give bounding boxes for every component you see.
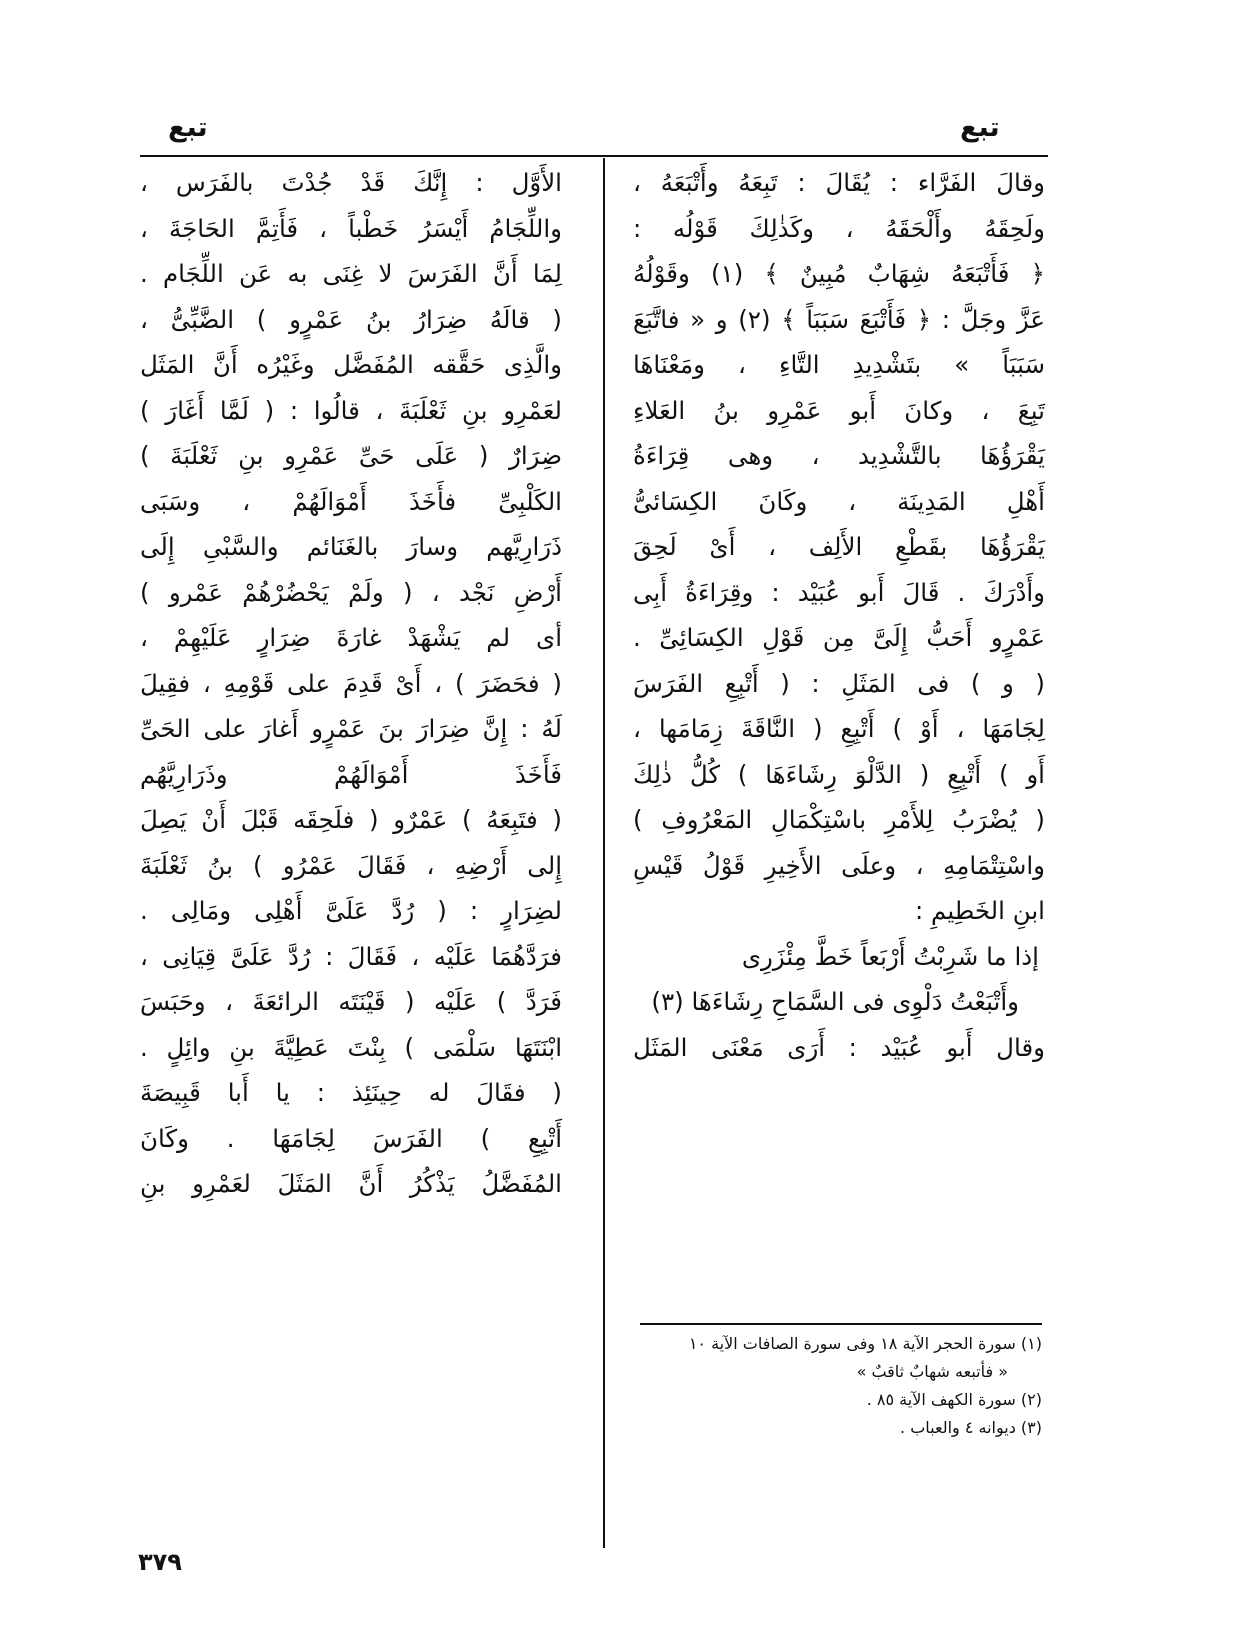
running-head-left: تبع: [168, 112, 208, 143]
text-line: ( فحَضَرَ ) ، أَىْ قَدِمَ على قَوْمِهِ ، فقِيلَ: [140, 668, 562, 698]
text-line: وقالَ الفَرَّاء : يُقَالَ : تَبِعَهُ وأَتْبَعَهُ ،: [633, 168, 1045, 197]
column-divider: [603, 158, 605, 1548]
text-line: ابْنَتَهَا سَلْمَى ) بِنْتَ عَطِيَّةَ بنِ وائِلٍ .: [140, 1032, 562, 1062]
text-line: المُفَضَّلُ يَذْكُرُ أَنَّ المَثَلَ لعَمْرِو بنِ: [140, 1169, 562, 1198]
text-line: تَبِعَ ، وكانَ أَبو عَمْرِو بنُ العَلاءِ: [633, 395, 1045, 425]
text-line: ﴿ فَأَتْبَعَهُ شِهَابٌ مُبِينٌ ﴾ (١) وقَوْلُهُ: [633, 259, 1045, 288]
footnote-line: « فأتبعه شهابٌ ثاقبٌ »: [856, 1362, 1008, 1381]
text-line: ( فقَالَ له حِينَئِذ : يا أَبا قَبِيصَةَ: [140, 1078, 562, 1107]
text-line: فرَدَّهُمَا عَلَيْه ، فَقَالَ : رُدَّ عَلَىَّ قِيَانِى ،: [140, 941, 562, 971]
header-rule: [140, 155, 1048, 157]
text-line: ( فتَبِعَهُ ) عَمْرٌو ( فلَحِقَه قَبْلَ أَنْ يَصِلَ: [140, 805, 562, 834]
text-line: والَّذِى حَقَّقه المُفَضَّل وغَيْرُه أَنَّ المَثَل: [140, 350, 562, 379]
text-line: الكَلْبِىِّ فأَخَذَ أَمْوَالَهُمْ ، وسَبَى: [140, 486, 562, 516]
text-line: إِلى أَرْضِهِ ، فَقَالَ عَمْرُو ) بنُ ثَعْلَبَةَ: [140, 850, 562, 880]
text-line: واسْتِتْمَامِهِ ، وعلَى الأَخِيرِ قَوْلُ قَيْسِ: [633, 850, 1045, 880]
text-line: لعَمْرِو بنِ ثَعْلَبَةَ ، قالُوا : ( لَمَّا أَغَارَ ): [140, 395, 562, 425]
footnote-rule: [640, 1323, 1042, 1325]
text-line: وقال أَبو عُبَيْد : أَرَى مَعْنَى المَثَل: [633, 1032, 1045, 1062]
text-line: ذَرَارِيَّهم وسارَ بالغَنَائم والسَّبْىِ إِلَى: [140, 532, 562, 561]
text-line: ضِرَارٌ ( عَلَى حَىِّ عَمْرِو بنِ ثَعْلَبَةَ ): [140, 441, 562, 470]
text-line: يَقْرَؤُهَا بقَطْعِ الأَلِف ، أَىْ لَحِقَ: [633, 532, 1045, 561]
text-line: عَمْرٍو أَحَبُّ إِلَىَّ مِن قَوْلِ الكِسَائِىِّ .: [633, 623, 1045, 652]
text-line: فَرَدَّ ) عَلَيْه ( قَيْنَتَه الرائعَةَ ، وحَبَسَ: [140, 987, 562, 1016]
text-line: أَهْلِ المَدِينَة ، وكَانَ الكِسَائىُّ: [633, 486, 1045, 516]
text-line: لَهُ : إِنَّ ضِرَارَ بنَ عَمْرٍو أَغارَ على الحَىِّ: [140, 714, 562, 743]
running-head-right: تبع: [960, 112, 1000, 143]
text-line: وأَدْرَكَ . قَالَ أَبو عُبَيْد : وقِرَاءَةُ أَبِى: [633, 577, 1045, 607]
footnotes: [632, 1330, 1042, 1442]
text-line: ( قالَهُ ضِرَارُ بنُ عَمْرٍو ) الضَّبِّىُّ ،: [140, 304, 562, 334]
page-number: ٣٧٩: [138, 1548, 182, 1576]
text-line: سَبَبَاً » بتَشْدِيدِ التَّاءِ ، ومَعْنَاهَا: [633, 350, 1045, 379]
verse-line: وأَتْبَعْتُ دَلْوِى فى السَّمَاحِ رِشَاءَهَا (٣): [651, 987, 1019, 1016]
text-line: أَرْضِ نَجْد ، ( ولَمْ يَحْضُرْهُمْ عَمْرو ): [140, 577, 562, 607]
text-line: ( يُضْرَبُ لِلأَمْرِ باسْتِكْمَالِ المَعْرُوفِ ): [633, 805, 1045, 834]
text-line: ولَحِقَهُ وأَلْحَقَهُ ، وكَذٰلِكَ قَوْلُه :: [633, 213, 1045, 243]
footnote-line: (٣) ديوانه ٤ والعباب .: [900, 1418, 1042, 1437]
text-line: أَو ) أَتْبِعِ ( الدَّلْوَ رِشَاءَهَا ) كُلُّ ذٰلِكَ: [633, 759, 1045, 789]
verse-line: إذا ما شَرِبْتُ أَرْبَعاً خَطَّ مِئْزَرِى: [741, 941, 1039, 971]
text-line: عَزَّ وجَلَّ : ﴿ فَأَتْبَعَ سَبَبَاً ﴾ (٢) و « فاتَّبَعَ: [633, 304, 1045, 334]
text-line: فَأَخَذَ أَمْوَالَهُمْ وذَرَارِيَّهُم: [140, 759, 562, 789]
text-line: ( و ) فى المَثَلِ : ( أَتْبِعِ الفَرَسَ: [633, 668, 1045, 698]
footnote-line: (٢) سورة الكهف الآية ٨٥ .: [866, 1390, 1042, 1409]
text-line: الأَوَّل : إِنَّكَ قَدْ جُدْتَ بالفَرَس ،: [140, 168, 562, 197]
footnote-line: (١) سورة الحجر الآية ١٨ وفى سورة الصافات الآية ١٠: [688, 1334, 1042, 1353]
left-column: [140, 160, 562, 1207]
text-line: لِجَامَهَا ، أَوْ ) أَتْبِعِ ( النَّاقَةَ زِمَامَها ،: [633, 714, 1045, 743]
text-line: لضِرَارٍ : ( رُدَّ عَلَىَّ أَهْلِى ومَالِى .: [140, 896, 562, 925]
right-column: [633, 160, 1045, 1070]
text-line: لِمَا أَنَّ الفَرَسَ لا غِنَى به عَن اللِّجَام .: [140, 259, 562, 288]
text-line: أى لم يَشْهَدْ غارَةَ ضِرَارٍ عَلَيْهِمْ ،: [140, 623, 562, 652]
text-line: ابنِ الخَطِيمِ :: [915, 896, 1045, 925]
text-line: يَقْرَؤُهَا بالتَّشْدِيد ، وهى قِرَاءَةُ: [633, 441, 1045, 470]
text-line: أَتْبِعِ ) الفَرَسَ لِجَامَهَا . وكَانَ: [140, 1123, 562, 1153]
text-line: واللِّجَامُ أَيْسَرُ خَطْباً ، فَأَتِمَّ الحَاجَةَ ،: [140, 213, 562, 243]
